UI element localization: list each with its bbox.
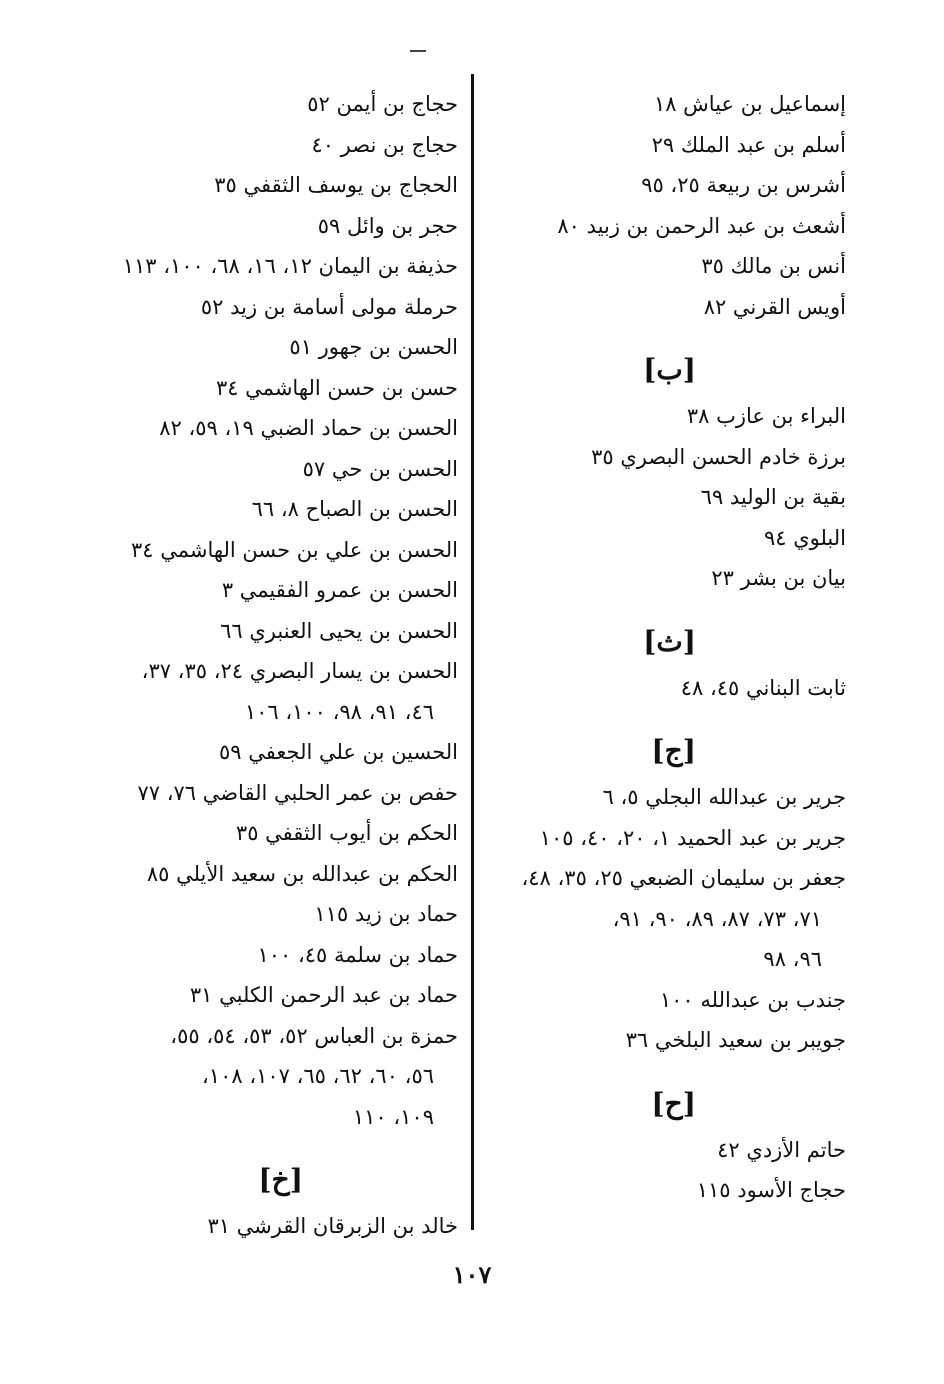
- index-entry: الحكم بن عبدالله بن سعيد الأيلي ٨٥: [146, 861, 458, 886]
- index-entry: الحسن بن حي ٥٧: [302, 456, 458, 481]
- index-entry: حاتم الأزدي ٤٢: [717, 1137, 846, 1162]
- index-entry: بيان بن بشر ٢٣: [711, 566, 846, 590]
- index-entry: البلوي ٩٤: [763, 525, 846, 550]
- section-letter-heading: [ب]: [643, 353, 696, 386]
- index-entry: حفص بن عمر الحلبي القاضي ٧٦، ٧٧: [137, 780, 458, 805]
- page-number: ١٠٧: [452, 1260, 492, 1289]
- index-entry-continuation: ٥٦، ٦٠، ٦٢، ٦٥، ١٠٧، ١٠٨،: [202, 1064, 434, 1088]
- index-entry: الحكم بن أيوب الثقفي ٣٥: [235, 821, 458, 845]
- index-entry: بقية بن الوليد ٦٩: [700, 485, 846, 509]
- section-letter-heading: [ح]: [651, 1086, 696, 1120]
- index-entry: أسلم بن عبد الملك ٢٩: [651, 132, 846, 157]
- index-entry: جعفر بن سليمان الضبعي ٢٥، ٣٥، ٤٨،: [521, 866, 846, 890]
- index-entry: الحسين بن علي الجعفي ٥٩: [219, 740, 458, 764]
- index-entry: أويس القرني ٨٢: [703, 294, 846, 319]
- index-entry: الحسن بن حماد الضبي ١٩، ٥٩، ٨٢: [159, 416, 458, 440]
- index-column-left: [96, 84, 458, 1247]
- index-entry: الحسن بن جهور ٥١: [289, 335, 458, 359]
- index-entry: جرير بن عبد الحميد ١، ٢٠، ٤٠، ١٠٥: [539, 825, 846, 850]
- section-gap: [488, 327, 846, 346]
- index-entry: حماد بن عبد الرحمن الكلبي ٣١: [189, 983, 458, 1007]
- index-entry: حجر بن وائل ٥٩: [317, 213, 458, 238]
- top-mark: [410, 50, 426, 52]
- index-entry: الحسن بن الصباح ٨، ٦٦: [251, 497, 458, 521]
- index-entry-continuation: ٧١، ٧٣، ٨٧، ٨٩، ٩٠، ٩١،: [612, 906, 822, 931]
- section-gap: [488, 1061, 846, 1080]
- index-entry: الحسن بن يحيى العنبري ٦٦: [220, 618, 458, 643]
- index-entry-continuation: ٩٦، ٩٨: [763, 947, 822, 971]
- section-gap: [488, 708, 846, 727]
- index-entry-continuation: ١٠٩، ١١٠: [352, 1104, 434, 1129]
- index-entry: الحجاج بن يوسف الثقفي ٣٥: [214, 173, 458, 197]
- index-entry: حذيفة بن اليمان ١٢، ١٦، ٦٨، ١٠٠، ١١٣: [122, 254, 458, 278]
- index-entry-continuation: ٤٦، ٩١، ٩٨، ١٠٠، ١٠٦: [244, 699, 434, 724]
- index-entry: خالد بن الزبرقان القرشي ٣١: [207, 1214, 458, 1238]
- column-divider: [471, 74, 474, 1230]
- index-entry: حمزة بن العباس ٥٢، ٥٣، ٥٤، ٥٥،: [170, 1023, 458, 1048]
- index-entry: حرملة مولى أسامة بن زيد ٥٢: [200, 294, 458, 319]
- index-entry: ثابت البناني ٤٥، ٤٨: [680, 675, 846, 700]
- index-entry: إسماعيل بن عياش ١٨: [653, 92, 846, 116]
- section-letter-heading: [ث]: [643, 624, 696, 658]
- index-entry: أنس بن مالك ٣٥: [701, 254, 846, 278]
- index-entry: حجاج بن نصر ٤٠: [311, 132, 458, 157]
- section-letter-heading: [خ]: [258, 1163, 303, 1196]
- index-entry: حجاج بن أيمن ٥٢: [307, 92, 458, 116]
- index-entry: جرير بن عبدالله البجلي ٥، ٦: [602, 785, 846, 809]
- index-entry: جويبر بن سعيد البلخي ٣٦: [625, 1028, 846, 1052]
- index-entry: الحسن بن عمرو الفقيمي ٣: [221, 578, 458, 602]
- index-entry: حسن بن حسن الهاشمي ٣٤: [215, 375, 458, 400]
- index-entry: أشعث بن عبد الرحمن بن زبيد ٨٠: [557, 213, 846, 238]
- index-entry: الحسن بن علي بن حسن الهاشمي ٣٤: [130, 537, 458, 562]
- section-gap: [96, 1137, 458, 1156]
- index-column-right: [488, 84, 846, 1211]
- index-entry: جندب بن عبدالله ١٠٠: [659, 987, 846, 1012]
- index-entry: أشرس بن ربيعة ٢٥، ٩٥: [641, 173, 846, 197]
- index-entry: حماد بن زيد ١١٥: [314, 902, 458, 926]
- index-entry: برزة خادم الحسن البصري ٣٥: [591, 444, 846, 469]
- index-entry: حجاج الأسود ١١٥: [696, 1178, 846, 1202]
- section-gap: [488, 599, 846, 618]
- index-entry: حماد بن سلمة ٤٥، ١٠٠: [257, 942, 458, 967]
- section-letter-heading: [ج]: [651, 734, 696, 767]
- index-entry: البراء بن عازب ٣٨: [686, 404, 846, 428]
- index-entry: الحسن بن يسار البصري ٢٤، ٣٥، ٣٧،: [141, 659, 458, 683]
